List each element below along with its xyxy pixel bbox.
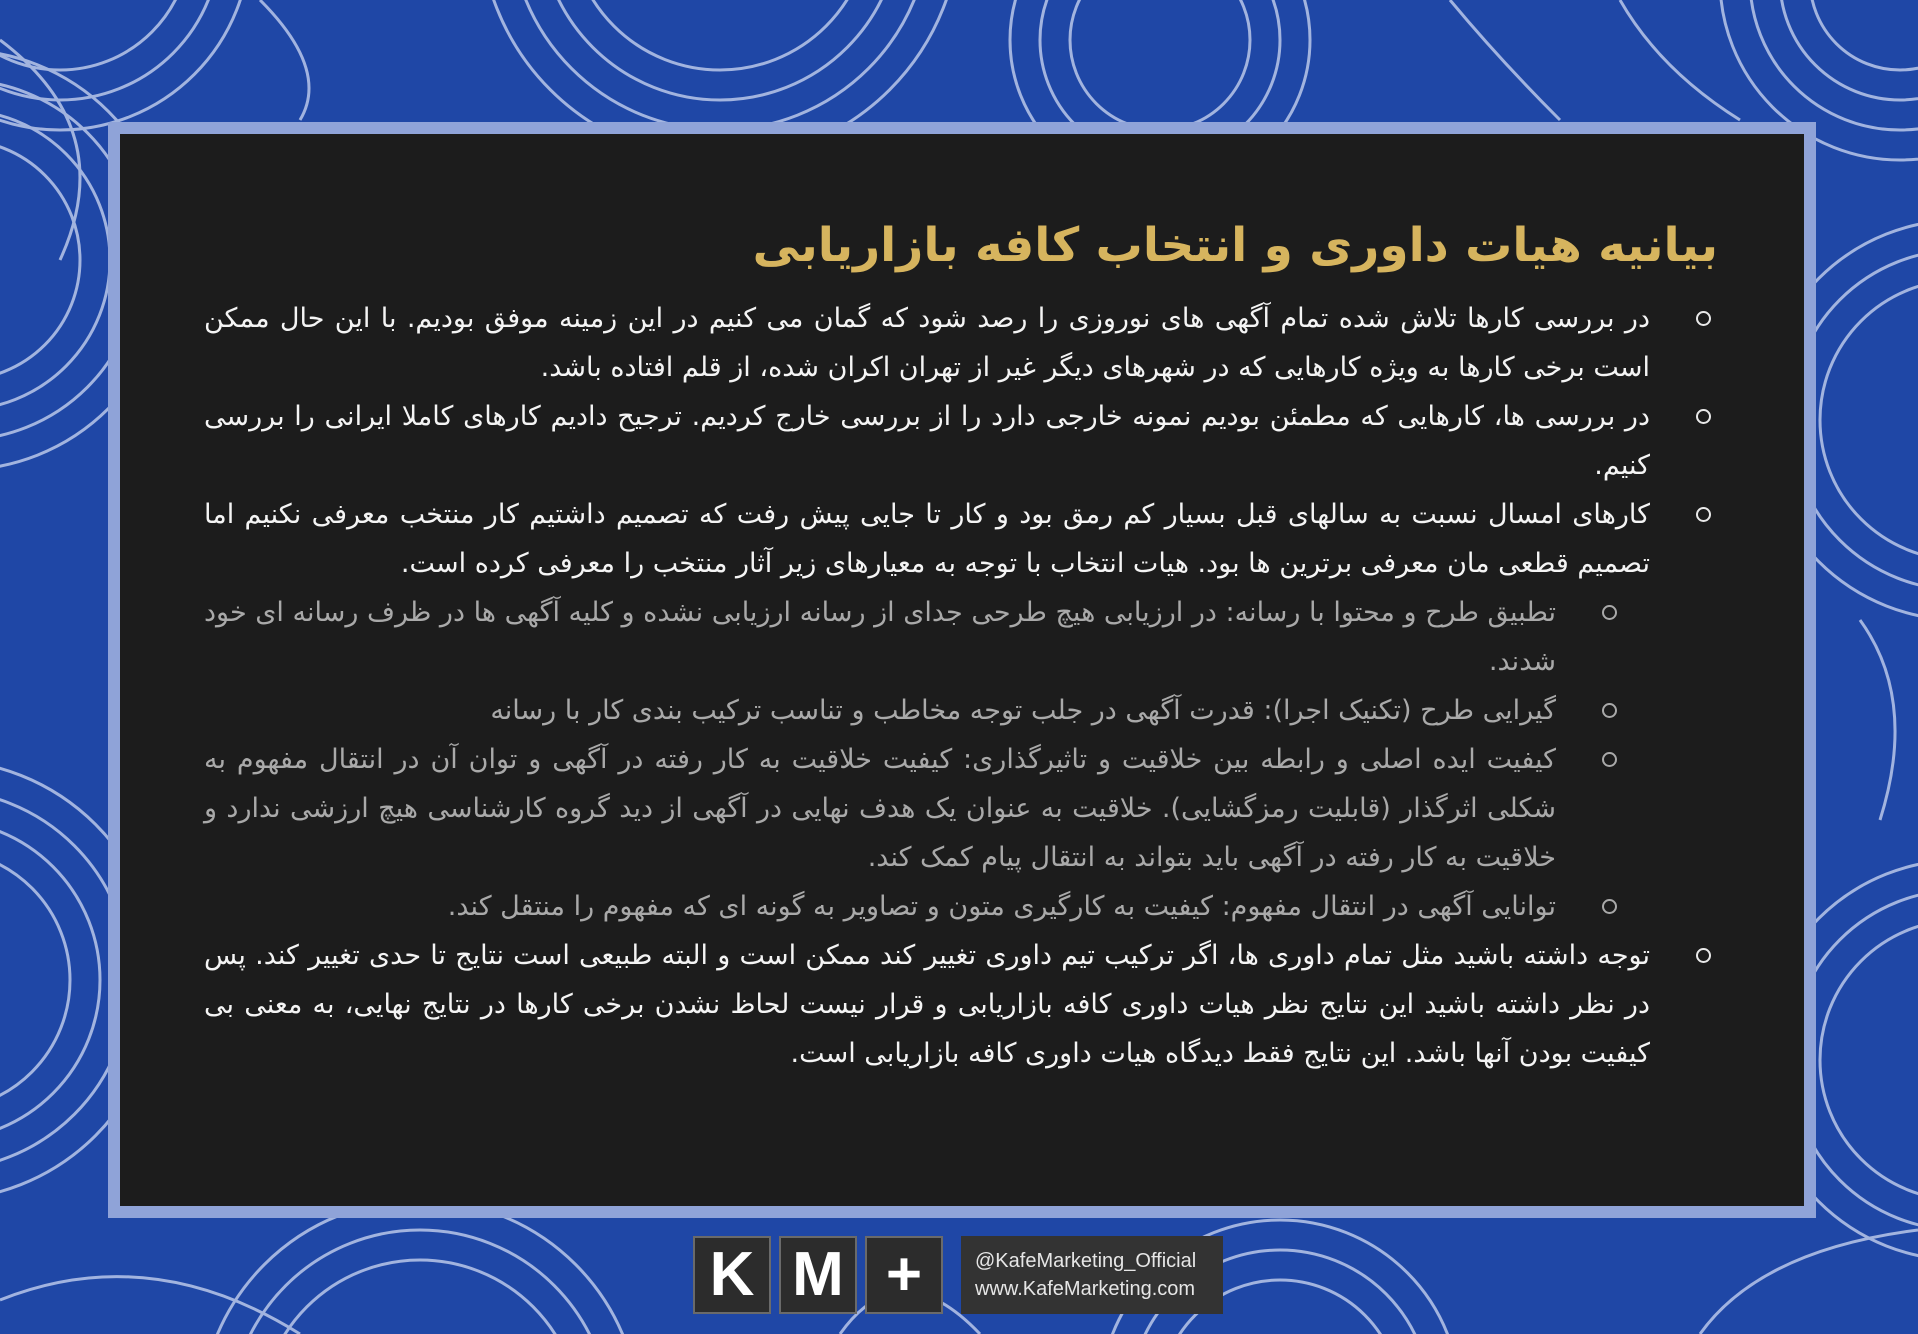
sub-list-item	[204, 735, 1624, 882]
sub-list-item	[204, 882, 1624, 931]
sub-list-item-text: توانایی آگهی در انتقال مفهوم: کیفیت به کارگیری متون و تصاویر به گونه ای که مفهوم را منتقل کند.	[447, 891, 1556, 922]
title-text: بیانیه هیات داوری و انتخاب کافه بازاریابی	[752, 218, 1718, 273]
sub-list-item	[204, 686, 1624, 735]
page-title	[204, 206, 1718, 294]
logo-letter-text: K	[709, 1240, 755, 1309]
list-item-text: در بررسی ها، کارهایی که مطمئن بودیم نمونه خارجی دارد را از بررسی خارج کردیم. ترجیح دادیم کارهای کاملا ایرانی را بررسی کنیم.	[204, 401, 1650, 481]
logo-letter-m	[779, 1236, 857, 1314]
logo-letter-text: +	[885, 1240, 923, 1309]
circle-bullet-icon	[1688, 931, 1718, 980]
sub-list-item	[204, 588, 1624, 686]
social-handle: @KafeMarketing_Official	[975, 1250, 1197, 1272]
footer-branding	[693, 1236, 1223, 1314]
circle-bullet-icon	[1688, 392, 1718, 441]
list-item	[204, 392, 1718, 490]
list-item	[204, 490, 1718, 588]
statement-panel	[120, 134, 1804, 1206]
website-link: www.KafeMarketing.com	[975, 1278, 1196, 1300]
sub-list-item-text: تطبیق طرح و محتوا با رسانه: در ارزیابی هیچ طرحی جدای از رسانه ارزیابی نشده و کلیه آگهی ها در ظرف رسانه ای خود شدند.	[204, 597, 1556, 677]
sub-list-item-text: گیرایی طرح (تکنیک اجرا): قدرت آگهی در جلب توجه مخاطب و تناسب ترکیب بندی کار با رسانه	[490, 695, 1556, 726]
title-wrapper	[204, 206, 1718, 294]
list-item	[204, 931, 1718, 1078]
statement-list	[204, 294, 1718, 1078]
circle-bullet-icon	[1594, 735, 1624, 784]
logo-letter-text: M	[792, 1240, 844, 1309]
list-item-text: توجه داشته باشید مثل تمام داوری ها، اگر ترکیب تیم داوری تغییر کند ممکن است و البته طبیعی است نتایج تا حدی تغییر کند. پس در نظر داشته باشید این نتایج نظر هیات داوری کافه بازاریابی و قرار نیست لحاظ نشدن برخی کارها در نتایج نهایی، به معنی بی کیفیت بودن آنها باشد. این نتایج فقط دیدگاه هیات داوری کافه بازاریابی است.	[204, 940, 1650, 1069]
logo-letter-k	[693, 1236, 771, 1314]
contact-box	[961, 1236, 1223, 1314]
circle-bullet-icon	[1688, 294, 1718, 343]
circle-bullet-icon	[1688, 490, 1718, 539]
sub-list-item-text: کیفیت ایده اصلی و رابطه بین خلاقیت و تاثیرگذاری: کیفیت خلاقیت به کار رفته در آگهی و توان آن در انتقال مفهوم به شکلی اثرگذار (قابلیت رمزگشایی). خلاقیت به عنوان یک هدف نهایی در آگهی از دید گروه کارشناسی هیچ ارزشی ندارد و خلاقیت به کار رفته در آگهی باید بتواند به انتقال پیام کمک کند.	[204, 744, 1556, 873]
logo-plus	[865, 1236, 943, 1314]
list-item-text: در بررسی کارها تلاش شده تمام آگهی های نوروزی را رصد شود که گمان می کنیم در این زمینه موفق بودیم. با این حال ممکن است برخی کارها به ویژه کارهایی که در شهرهای دیگر غیر از تهران اکران شده، از قلم افتاده باشد.	[204, 303, 1650, 383]
list-item-text: کارهای امسال نسبت به سالهای قبل بسیار کم رمق بود و کار تا جایی پیش رفت که تصمیم داشتیم کار منتخب معرفی نکنیم اما تصمیم قطعی مان معرفی برترین ها بود. هیات انتخاب با توجه به معیارهای زیر آثار منتخب را معرفی کرده است.	[204, 499, 1650, 579]
list-item	[204, 294, 1718, 392]
circle-bullet-icon	[1594, 882, 1624, 931]
circle-bullet-icon	[1594, 686, 1624, 735]
circle-bullet-icon	[1594, 588, 1624, 637]
